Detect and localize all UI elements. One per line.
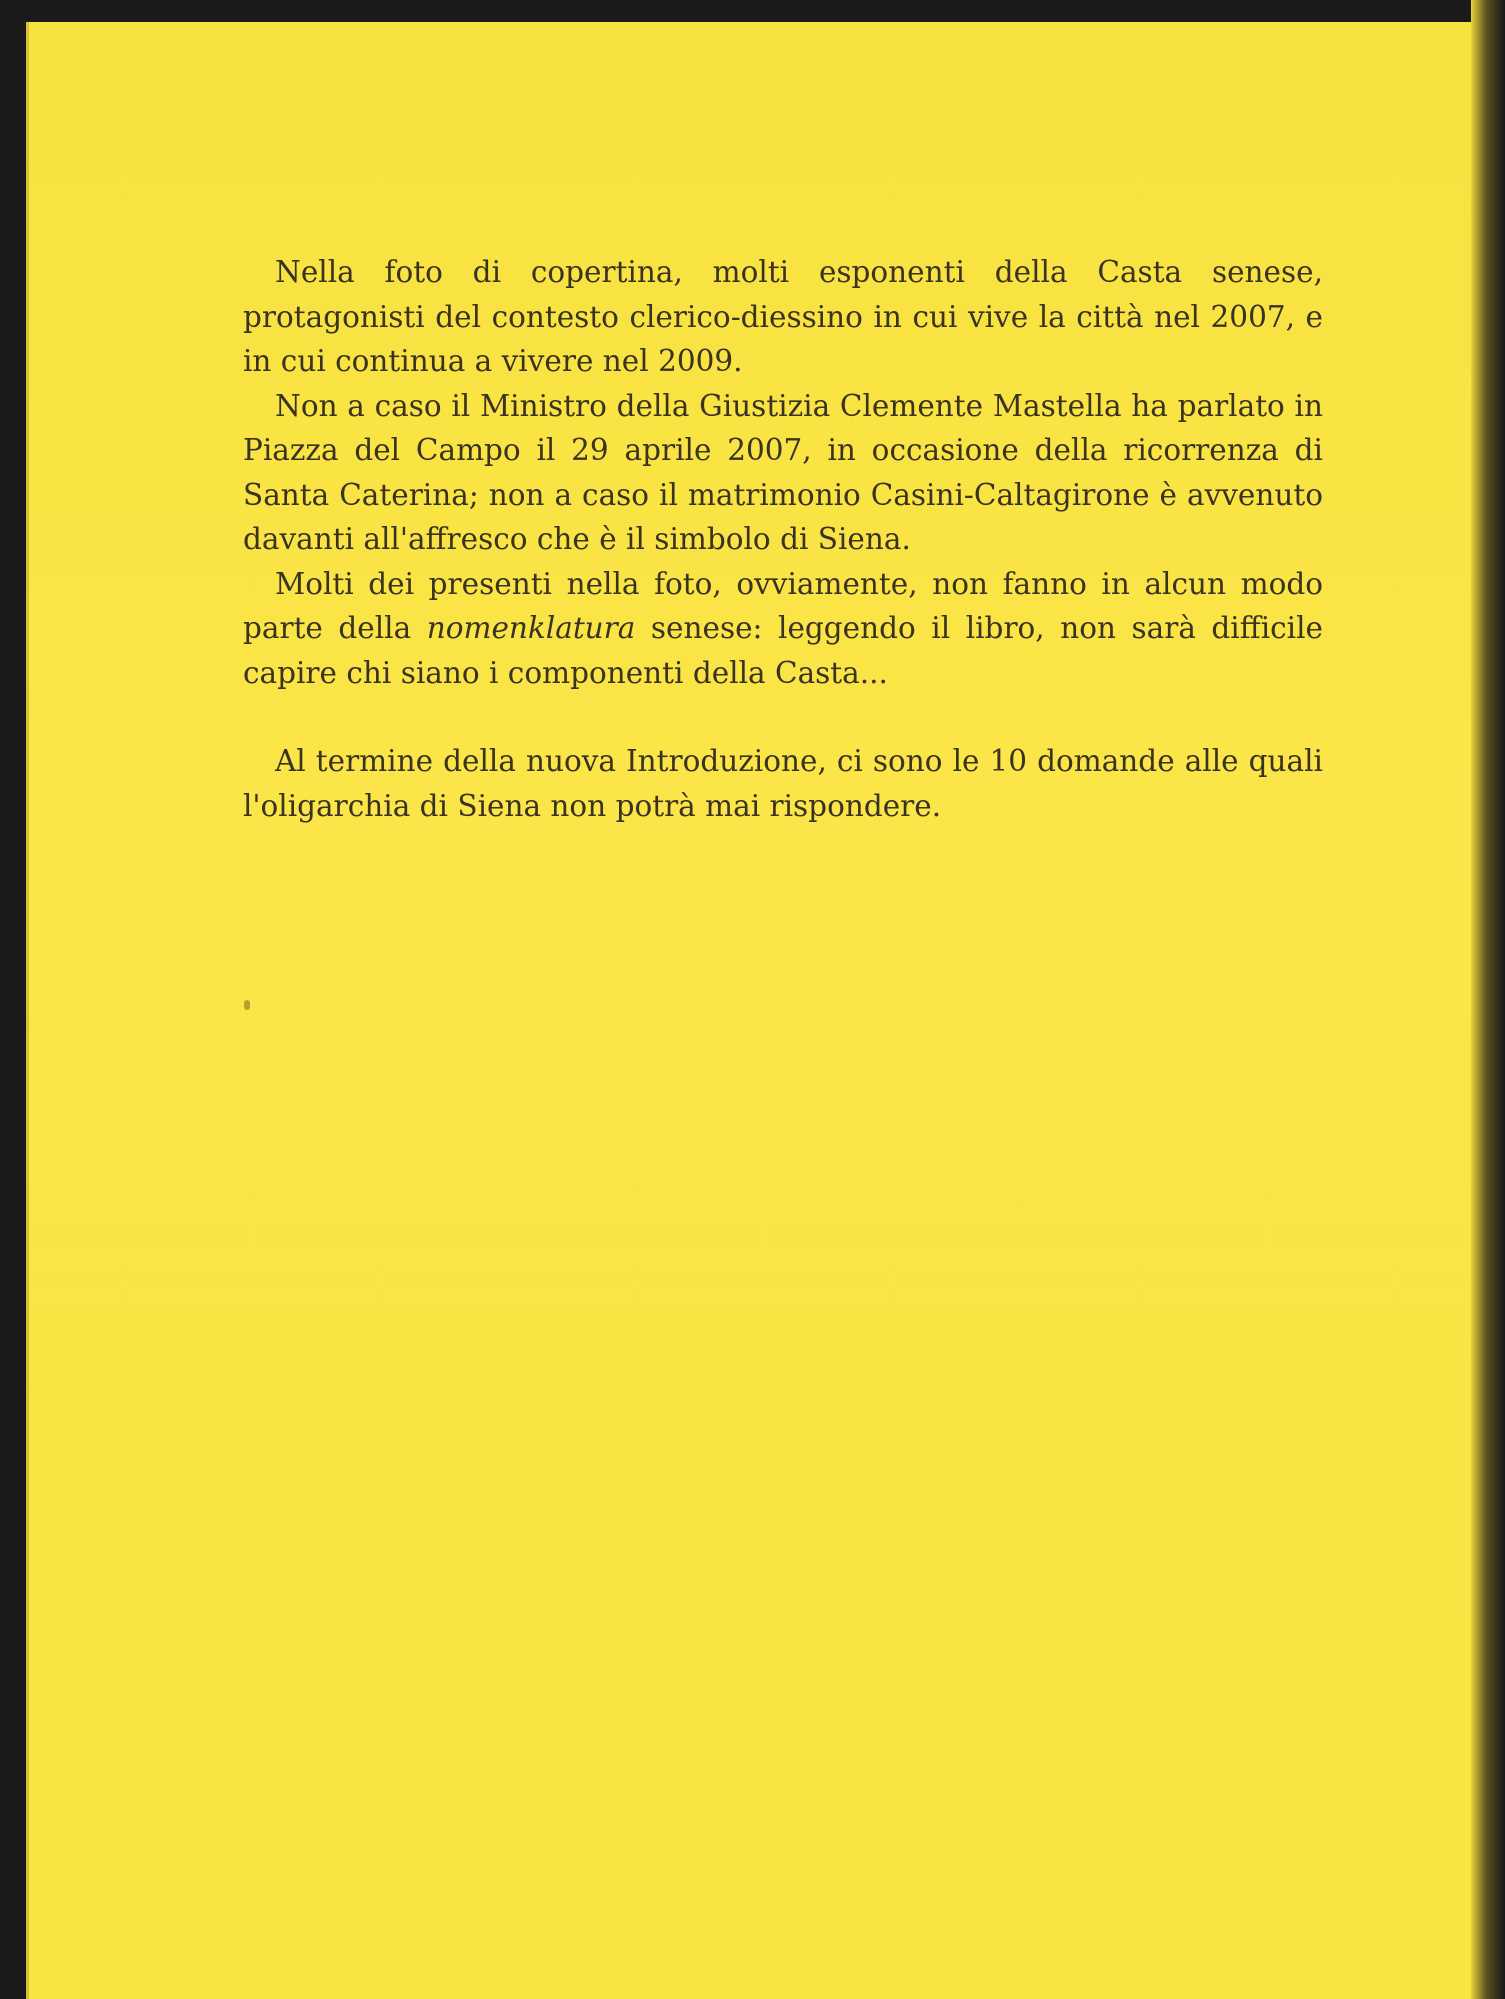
- cover-text-block: [243, 250, 1323, 828]
- paragraph-3-after: senese: leggendo il libro, non sarà difficile capire chi siano i componenti della Casta...: [243, 611, 1323, 690]
- paragraph-4: Al termine della nuova Introduzione, ci sono le 10 domande alle quali l'oligarchia di Siena non potrà mai rispondere.: [243, 744, 1323, 823]
- paragraph-3-before: Molti dei presenti nella foto, ovviamente, non fanno in alcun modo parte della: [243, 566, 1323, 645]
- paragraph-1: Nella foto di copertina, molti esponenti della Casta senese, protagonisti del contesto clerico-diessino in cui vive la città nel 2007, e in cui continua a vivere nel 2009.: [243, 255, 1323, 378]
- paper-speck: [244, 1000, 250, 1010]
- paragraph-2: Non a caso il Ministro della Giustizia Clemente Mastella ha parlato in Piazza del Campo il 29 aprile 2007, in occasione della ricorrenza di Santa Caterina; non a caso il matrimonio Casini-Caltagirone è avvenuto davanti all'affresco che è il simbolo di Siena.: [243, 388, 1323, 556]
- paragraph-3-italic: nomenklatura: [426, 611, 636, 645]
- book-spine-edge: [1471, 0, 1505, 1999]
- paragraph-3: [243, 562, 1323, 696]
